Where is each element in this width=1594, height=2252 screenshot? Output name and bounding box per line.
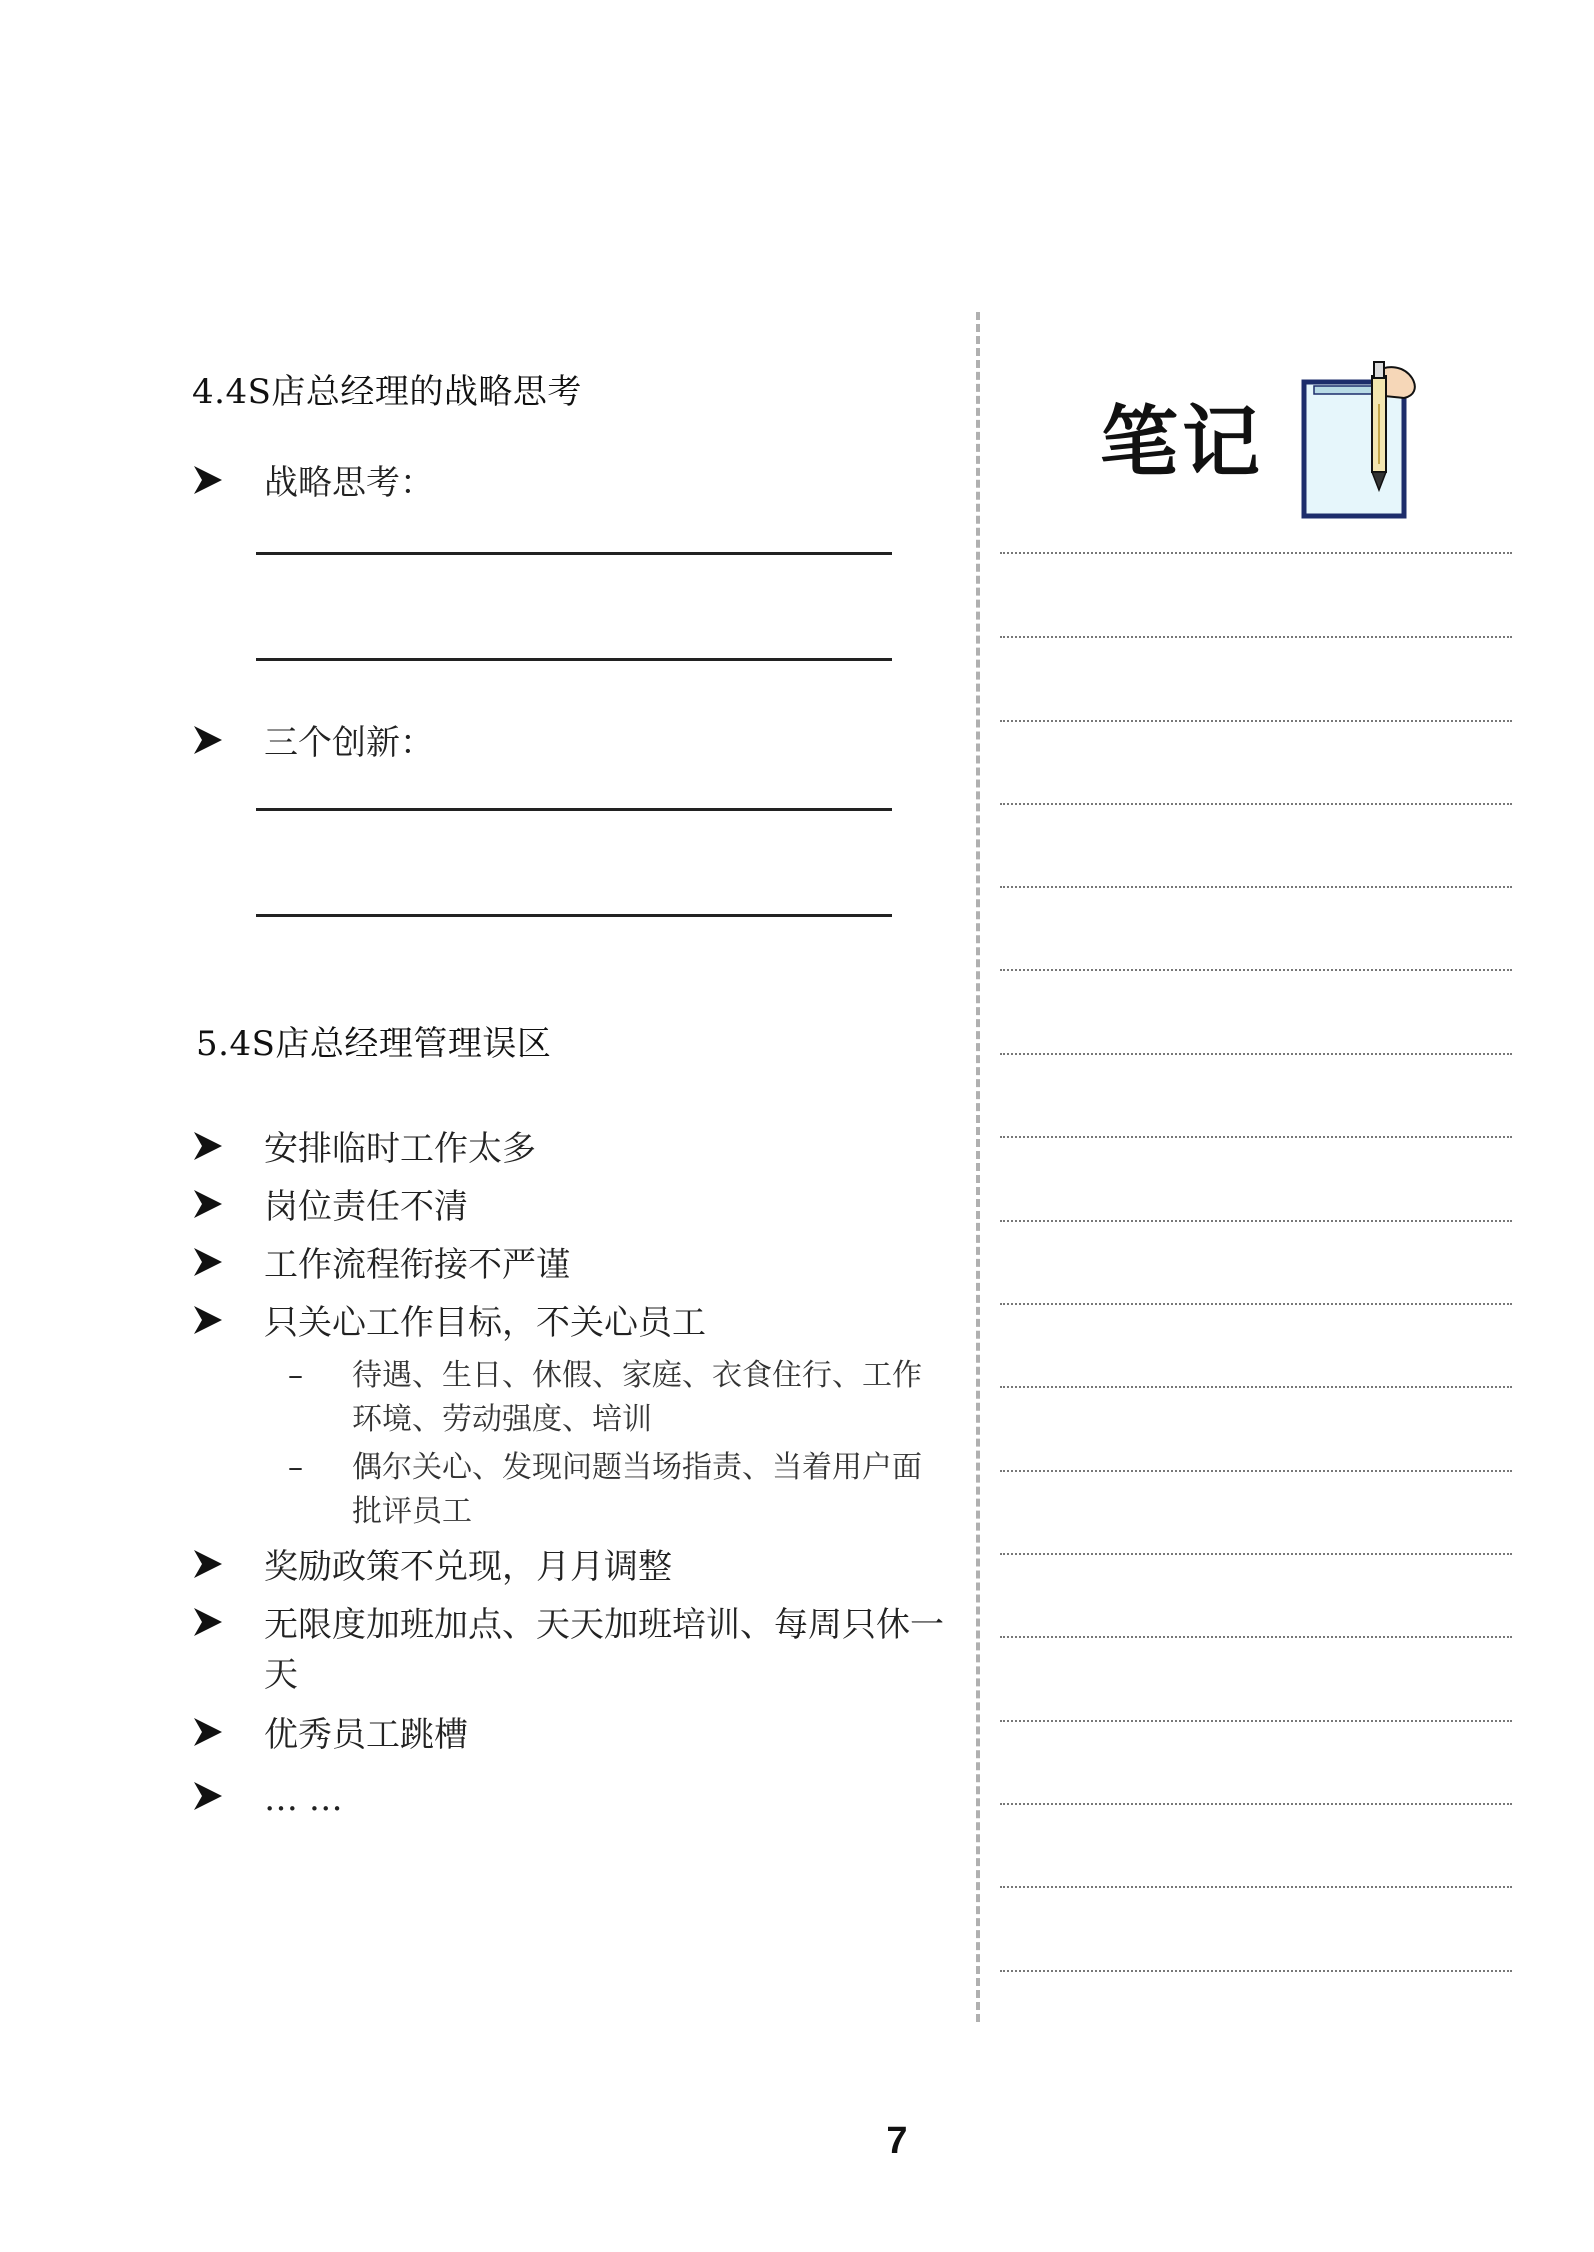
note-line [1000, 1886, 1512, 1888]
arrow-bullet-icon [192, 1300, 226, 1340]
list-item-label: 岗位责任不清 [264, 1187, 468, 1227]
list-item-label: 三个创新： [264, 723, 434, 763]
sub-list-item-label: 待遇、生日、休假、家庭、衣食住行、工作环境、劳动强度、培训 [352, 1358, 922, 1437]
arrow-bullet-icon [192, 1602, 226, 1642]
note-line [1000, 636, 1512, 638]
note-line [1000, 1470, 1512, 1472]
list-item-label: 工作流程衔接不严谨 [264, 1245, 570, 1285]
list-item-label: 优秀员工跳槽 [264, 1715, 468, 1755]
notes-title: 笔记 [1100, 398, 1265, 488]
note-line [1000, 720, 1512, 722]
sub-list-item [288, 1354, 948, 1446]
note-line [1000, 1636, 1512, 1638]
arrow-bullet-icon [192, 720, 226, 760]
fill-in-line [256, 808, 892, 811]
list-item-label: 无限度加班加点、天天加班培训、每周只休一天 [264, 1605, 944, 1695]
column-divider [976, 312, 980, 2022]
dash-marker: – [288, 1450, 303, 1485]
list-item-label: … … [264, 1779, 343, 1819]
list-item-label: 战略思考： [264, 463, 434, 503]
note-line [1000, 1220, 1512, 1222]
section-4-heading: 4.4S店总经理的战略思考 [192, 372, 582, 412]
list-item [192, 1774, 343, 1820]
note-line [1000, 1386, 1512, 1388]
note-line [1000, 1053, 1512, 1055]
arrow-bullet-icon [192, 1776, 226, 1816]
note-line [1000, 552, 1512, 554]
list-item [192, 458, 434, 504]
arrow-bullet-icon [192, 460, 226, 500]
sub-list-item [288, 1446, 948, 1538]
list-item [192, 1240, 570, 1286]
arrow-bullet-icon [192, 1184, 226, 1224]
list-item [192, 1182, 468, 1228]
fill-in-line [256, 914, 892, 917]
note-line [1000, 1803, 1512, 1805]
fill-in-line [256, 552, 892, 555]
note-line [1000, 886, 1512, 888]
arrow-bullet-icon [192, 1126, 226, 1166]
list-item [192, 1124, 536, 1170]
fill-in-line [256, 658, 892, 661]
list-item [192, 718, 434, 764]
note-line [1000, 969, 1512, 971]
note-line [1000, 1553, 1512, 1555]
note-line [1000, 1136, 1512, 1138]
list-item [192, 1710, 468, 1756]
list-item-label: 安排临时工作太多 [264, 1129, 536, 1169]
dash-marker: – [288, 1358, 303, 1393]
list-item [192, 1298, 706, 1344]
list-item-label: 奖励政策不兑现，月月调整 [264, 1547, 672, 1587]
note-line [1000, 803, 1512, 805]
list-item [192, 1600, 944, 1695]
arrow-bullet-icon [192, 1712, 226, 1752]
list-item-label: 只关心工作目标，不关心员工 [264, 1303, 706, 1343]
notepad-pen-icon [1300, 356, 1436, 520]
note-line [1000, 1970, 1512, 1972]
note-line [1000, 1303, 1512, 1305]
note-line [1000, 1720, 1512, 1722]
list-item [192, 1542, 672, 1588]
arrow-bullet-icon [192, 1242, 226, 1282]
sub-list-item-label: 偶尔关心、发现问题当场指责、当着用户面批评员工 [352, 1450, 922, 1529]
arrow-bullet-icon [192, 1544, 226, 1584]
section-5-heading: 5.4S店总经理管理误区 [196, 1024, 552, 1064]
page-number: 7 [886, 2120, 908, 2162]
